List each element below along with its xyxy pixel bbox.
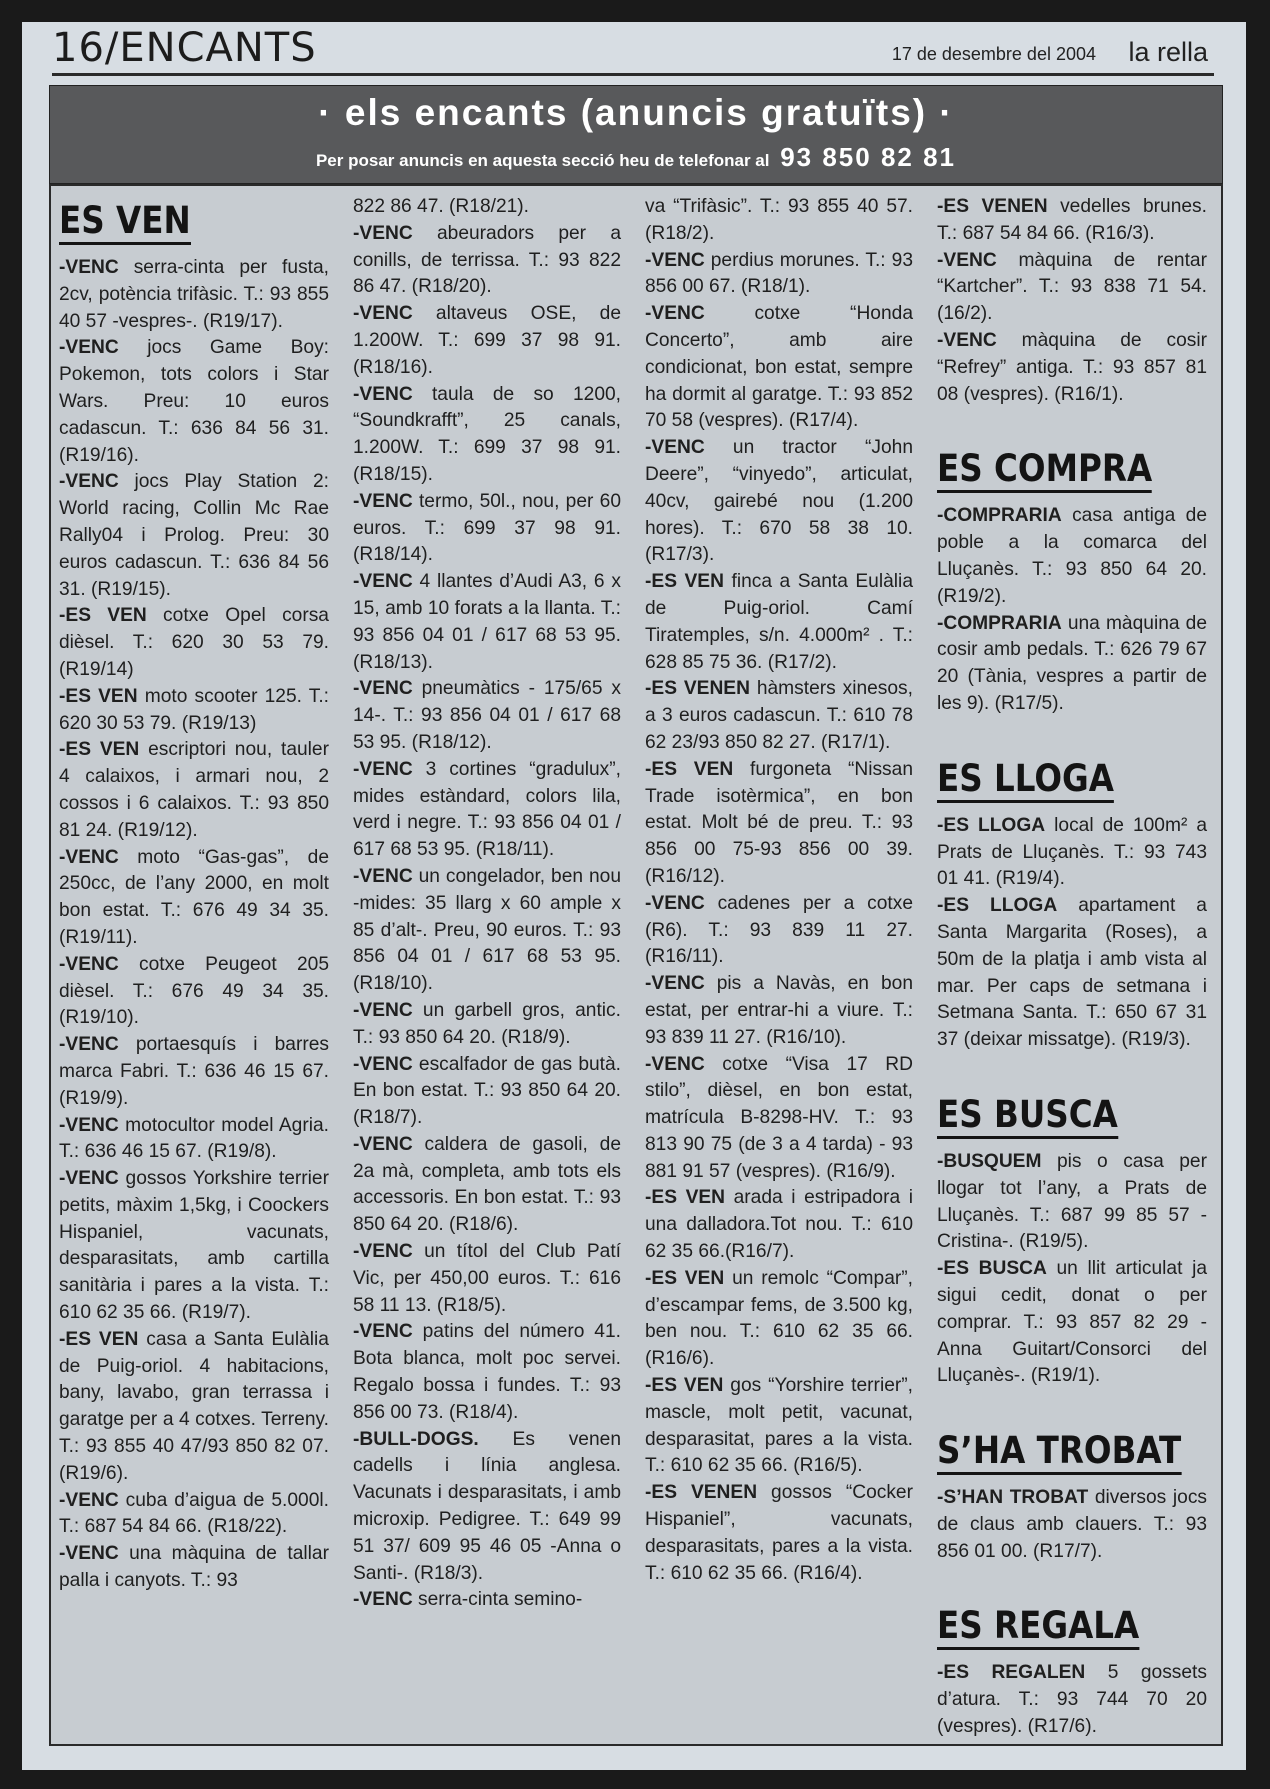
ad-text: arada i estripadora i una dalladora.Tot nou. T.: 610 62 35 66.(R16/7). bbox=[645, 1187, 913, 1263]
ad-text: moto scooter 125. T.: 620 30 53 79. (R19/13) bbox=[59, 685, 329, 734]
classified-ad bbox=[937, 248, 1207, 328]
ad-text: gossos “Cocker Hispaniel”, vacunats, desparasitats, pares a la vista. T.: 610 62 35 66. (R16/4). bbox=[645, 1482, 913, 1584]
classified-ad bbox=[59, 255, 329, 335]
banner-instruction: Per posar anuncis en aquesta secció heu de telefonar al bbox=[315, 151, 770, 170]
ad-keyword: -VENC bbox=[937, 329, 997, 351]
classified-ad bbox=[645, 435, 913, 569]
ad-text: casa a Santa Eulàlia de Puig-oriol. 4 habitacions, bany, lavabo, gran terrassa i garatge per a 4 cotxes. Terreny. T.: 93 855 40 47/93 850 82 07. (R19/6). bbox=[59, 1328, 329, 1484]
ad-text: 3 cortines “gradulux”, mides estàndard, colors lila, verd i negre. T.: 93 856 04 01 / 617 68 53 95. (R18/11). bbox=[353, 758, 621, 861]
ad-text: pis o casa per llogar tot l’any, a Prats de Lluçanès. T.: 687 99 85 57 -Cristina-. (R19/5). bbox=[937, 1150, 1207, 1253]
classified-ad bbox=[353, 301, 621, 381]
ads-list bbox=[645, 194, 913, 1587]
ad-keyword: -ES VEN bbox=[645, 1187, 726, 1209]
ad-text: una màquina de tallar palla i canyots. T.: 93 bbox=[59, 1543, 329, 1592]
classified-ad bbox=[353, 382, 621, 489]
ad-text: 4 llantes d’Audi A3, 6 x 15, amb 10 forats a la llanta. T.: 93 856 04 01 / 617 68 53 95. (R18/13). bbox=[353, 571, 621, 673]
column-2 bbox=[353, 194, 621, 1614]
ad-text: cadenes per a cotxe (R6). T.: 93 839 11 27. (R16/11). bbox=[645, 892, 913, 968]
ad-keyword: -BULL-DOGS. bbox=[353, 1428, 479, 1450]
classified-ad bbox=[937, 611, 1207, 718]
ad-keyword: -ES VEN bbox=[645, 571, 724, 593]
ad-text: va “Trifàsic”. T.: 93 855 40 57. (R18/2). bbox=[645, 196, 913, 244]
classified-ad bbox=[59, 1166, 329, 1327]
ads-list bbox=[937, 1149, 1207, 1390]
classified-ad bbox=[937, 194, 1207, 248]
ad-keyword: -COMPRARIA bbox=[937, 505, 1062, 527]
classified-ad bbox=[353, 1587, 621, 1614]
classified-ad bbox=[937, 503, 1207, 610]
column-4 bbox=[937, 194, 1207, 1741]
classified-ad bbox=[59, 1113, 329, 1167]
classified-ad bbox=[645, 757, 913, 891]
ad-text: un remolc “Compar”, d’escampar fems, de 3.500 kg, ben nou. T.: 610 62 35 66. (R16/6). bbox=[645, 1267, 913, 1370]
ad-keyword: -VENC bbox=[59, 1543, 119, 1565]
ad-keyword: -ES VEN bbox=[59, 685, 138, 707]
ads-list bbox=[353, 194, 621, 1614]
classified-ad bbox=[645, 1373, 913, 1480]
ad-text: taula de so 1200, “Soundkrafft”, 25 canals, 1.200W. T.: 699 37 98 91. (R18/15). bbox=[353, 383, 621, 485]
classified-ad bbox=[645, 569, 913, 676]
classified-ad bbox=[59, 845, 329, 952]
classified-ad bbox=[645, 248, 913, 302]
ad-keyword: -ES VENEN bbox=[645, 1482, 758, 1504]
classified-ad bbox=[645, 194, 913, 248]
ad-keyword: -VENC bbox=[645, 303, 705, 325]
ad-text: portaesquís i barres marca Fabri. T.: 636 46 15 67. (R19/9). bbox=[59, 1034, 329, 1109]
ad-keyword: -VENC bbox=[59, 471, 119, 493]
classified-ad bbox=[353, 221, 621, 301]
ad-keyword: -VENC bbox=[59, 257, 119, 278]
ad-text: perdius morunes. T.: 93 856 00 67. (R18/1). bbox=[645, 249, 913, 298]
ad-text: 5 gossets d’atura. T.: 93 744 70 20 (vespres). (R17/6). bbox=[937, 1662, 1207, 1738]
ad-keyword: -VENC bbox=[353, 999, 413, 1021]
banner-phone: 93 850 82 81 bbox=[780, 142, 957, 172]
banner-subtitle bbox=[50, 142, 1222, 173]
ad-keyword: -S’HAN TROBAT bbox=[937, 1487, 1089, 1509]
page-title: 16/ENCANTS bbox=[52, 25, 317, 71]
ad-text: un tractor “John Deere”, “vinyedo”, articulat, 40cv, gairebé nou (1.200 hores). T.: 670 58 38 10. (R17/3). bbox=[645, 437, 913, 566]
page-header bbox=[52, 25, 1214, 76]
classified-ad bbox=[353, 864, 621, 998]
section-heading-es-ven: ES VEN bbox=[59, 200, 191, 245]
ad-keyword: -VENC bbox=[353, 1053, 413, 1075]
ad-text: abeuradors per a conills, de terrissa. T.: 93 822 86 47. (R18/20). bbox=[353, 222, 621, 298]
ad-keyword: -VENC bbox=[645, 892, 705, 914]
classified-ad bbox=[59, 1541, 329, 1595]
classified-ad bbox=[59, 1327, 329, 1488]
ad-keyword: -VENC bbox=[645, 249, 705, 271]
ad-keyword: -ES VEN bbox=[59, 1328, 139, 1350]
classified-ad bbox=[645, 891, 913, 971]
ad-text: 822 86 47. (R18/21). bbox=[353, 196, 530, 217]
ad-keyword: -ES VEN bbox=[59, 739, 140, 761]
ad-keyword: -VENC bbox=[645, 973, 705, 995]
classified-ad bbox=[937, 813, 1207, 893]
ad-keyword: -VENC bbox=[353, 865, 413, 887]
ad-keyword: -VENC bbox=[353, 1241, 413, 1263]
ad-text: màquina de rentar “Kartcher”. T.: 93 838 71 54. (16/2). bbox=[937, 249, 1207, 325]
section-heading-es-regala: ES REGALA bbox=[937, 1605, 1139, 1650]
classified-ad bbox=[937, 893, 1207, 1054]
ad-text: vedelles brunes. T.: 687 54 84 66. (R16/3). bbox=[937, 196, 1207, 244]
classified-ad bbox=[353, 1239, 621, 1319]
ad-text: jocs Game Boy: Pokemon, tots colors i Star Wars. Preu: 10 euros cadascun. T.: 636 84 56 31. (R19/16). bbox=[59, 337, 329, 466]
issue-date: 17 de desembre del 2004 bbox=[891, 44, 1096, 64]
section-banner bbox=[49, 85, 1223, 184]
ad-keyword: -VENC bbox=[353, 571, 413, 593]
section-heading-es-busca: ES BUSCA bbox=[937, 1094, 1118, 1139]
classified-ad bbox=[937, 1256, 1207, 1390]
ad-keyword: -VENC bbox=[645, 1053, 705, 1075]
ad-text: jocs Play Station 2: World racing, Collin Mc Rae Rally04 i Prolog. Preu: 30 euros cadascun. T.: 636 84 56 31. (R19/15). bbox=[59, 471, 329, 600]
ad-text: màquina de cosir “Refrey” antiga. T.: 93 857 81 08 (vespres). (R16/1). bbox=[937, 329, 1207, 405]
ad-text: cotxe “Visa 17 RD stilo”, dièsel, en bon estat, matrícula B-8298-HV. T.: 93 813 90 75 (de 3 a 4 tarda) - 93 881 91 57 (vespres). (R16/9). bbox=[645, 1053, 913, 1182]
ad-text: serra-cinta per fusta, 2cv, potència trifàsic. T.: 93 855 40 57 -vespres-. (R19/17). bbox=[59, 257, 329, 332]
ad-keyword: -VENC bbox=[353, 490, 413, 512]
classified-ad bbox=[645, 1480, 913, 1587]
ads-list bbox=[937, 813, 1207, 1054]
classified-ad bbox=[645, 676, 913, 756]
classified-ad bbox=[59, 335, 329, 469]
classified-ad bbox=[645, 971, 913, 1051]
classified-ad bbox=[59, 603, 329, 683]
section-heading-es-lloga: ES LLOGA bbox=[937, 758, 1114, 803]
classified-ad bbox=[937, 328, 1207, 408]
ad-text: Es venen cadells i línia anglesa. Vacunats i desparasitats, i amb microxip. Pedigree. T.: 649 99 51 37/ 609 95 46 05 -Anna o Santi-. (R18/3). bbox=[353, 1428, 621, 1584]
classified-ad bbox=[937, 1660, 1207, 1740]
newspaper-page bbox=[22, 22, 1246, 1770]
ad-text: caldera de gasoli, de 2a mà, completa, amb tots els accessoris. En bon estat. T.: 93 850 64 20. (R18/6). bbox=[353, 1133, 621, 1236]
ad-keyword: -VENC bbox=[59, 846, 119, 868]
classified-ad bbox=[353, 757, 621, 864]
ad-text: serra-cinta semino- bbox=[412, 1589, 583, 1611]
ad-keyword: -VENC bbox=[353, 678, 413, 700]
ad-keyword: -VENC bbox=[353, 758, 413, 780]
ad-text: casa antiga de poble a la comarca del Lluçanès. T.: 93 850 64 20. (R19/2). bbox=[937, 505, 1207, 607]
ad-text: motocultor model Agria. T.: 636 46 15 67. (R19/8). bbox=[59, 1114, 329, 1163]
ad-text: una màquina de cosir amb pedals. T.: 626 79 67 20 (Tània, vespres a partir de les 9). (R17/5). bbox=[937, 612, 1207, 714]
classified-ad bbox=[59, 1488, 329, 1542]
ad-keyword: -VENC bbox=[59, 1489, 119, 1511]
ad-keyword: -ES LLOGA bbox=[937, 895, 1058, 917]
ad-text: hàmsters xinesos, a 3 euros cadascun. T.: 610 78 62 23/93 850 82 27. (R17/1). bbox=[645, 678, 913, 753]
ad-text: un garbell gros, antic. T.: 93 850 64 20. (R18/9). bbox=[353, 999, 621, 1048]
ad-text: diversos jocs de claus amb clauers. T.: 93 856 01 00. (R17/7). bbox=[937, 1487, 1208, 1562]
ad-text: furgoneta “Nissan Trade isotèrmica”, en bon estat. Molt bé de preu. T.: 93 856 00 75-93 856 00 39. (R16/12). bbox=[645, 758, 913, 887]
classified-ad bbox=[645, 1185, 913, 1265]
classified-ad bbox=[353, 569, 621, 676]
ads-list bbox=[937, 503, 1207, 717]
ad-keyword: -VENC bbox=[353, 383, 413, 405]
ad-keyword: -VENC bbox=[353, 303, 413, 325]
ad-keyword: -ES VEN bbox=[645, 1375, 724, 1397]
ad-keyword: -VENC bbox=[59, 1114, 119, 1136]
ad-keyword: -VENC bbox=[937, 249, 997, 271]
classified-ad bbox=[645, 1052, 913, 1186]
ad-text: un congelador, ben nou -mides: 35 llarg x 60 ample x 85 d’alt-. Preu, 90 euros. T.: 93 856 04 01 / 617 68 53 95. (R18/10). bbox=[353, 865, 621, 995]
classified-ad bbox=[59, 1032, 329, 1112]
classified-ad bbox=[59, 952, 329, 1032]
ad-text: cuba d’aigua de 5.000l. T.: 687 54 84 66. (R18/22). bbox=[59, 1489, 329, 1538]
classified-ad bbox=[353, 1132, 621, 1239]
ad-text: apartament a Santa Margarita (Roses), a 50m de la platja i amb vista al mar. Per caps de setmana i Setmana Santa. T.: 650 67 31 37 (deixar missatge). (R19/3). bbox=[937, 895, 1207, 1051]
ad-text: gossos Yorkshire terrier petits, màxim 1,5kg, i Coockers Hispaniel, vacunats, desparasitats, amb cartilla sanitària i pares a la vista. T.: 610 62 35 66. (R19/7). bbox=[59, 1168, 329, 1324]
section-heading-sha-trobat: S’HA TROBAT bbox=[937, 1430, 1181, 1475]
ads-list bbox=[937, 194, 1207, 408]
ads-list bbox=[937, 1660, 1207, 1740]
ad-keyword: -VENC bbox=[353, 1589, 413, 1611]
ad-keyword: -ES BUSCA bbox=[937, 1258, 1047, 1280]
ads-list bbox=[59, 255, 329, 1595]
ad-text: moto “Gas-gas”, de 250cc, de l’any 2000, en molt bon estat. T.: 676 49 34 35. (R19/11). bbox=[59, 846, 329, 948]
ad-keyword: -VENC bbox=[59, 337, 119, 359]
ad-keyword: -ES VEN bbox=[59, 605, 147, 627]
ad-keyword: -VENC bbox=[645, 437, 705, 459]
column-3 bbox=[645, 194, 913, 1587]
classified-ad bbox=[59, 469, 329, 603]
banner-title: · els encants (anuncis gratuïts) · bbox=[318, 92, 954, 133]
classified-ad bbox=[645, 1266, 913, 1373]
ad-text: escalfador de gas butà. En bon estat. T.: 93 850 64 20. (R18/7). bbox=[353, 1053, 621, 1129]
classified-ad bbox=[353, 676, 621, 756]
ad-text: escriptori nou, tauler 4 calaixos, i armari nou, 2 cossos i 6 calaixos. T.: 93 850 81 24. (R19/12). bbox=[59, 739, 329, 841]
classified-ad bbox=[353, 1427, 621, 1588]
ad-keyword: -BUSQUEM bbox=[937, 1150, 1042, 1172]
ad-text: patins del número 41. Bota blanca, molt poc servei. Regalo bossa i fundes. T.: 93 856 00 73. (R18/4). bbox=[353, 1321, 621, 1423]
ad-text: cotxe “Honda Concerto”, amb aire condicionat, bon estat, sempre ha dormit al garatge. T.: 93 852 70 58 (vespres). (R17/4). bbox=[645, 303, 913, 432]
classified-ad bbox=[353, 998, 621, 1052]
classified-ad bbox=[645, 301, 913, 435]
ad-keyword: -VENC bbox=[59, 1034, 119, 1056]
section-heading-es-compra: ES COMPRA bbox=[937, 448, 1152, 493]
classifieds-body bbox=[49, 184, 1223, 1746]
ad-keyword: -COMPRARIA bbox=[937, 612, 1062, 634]
ad-keyword: -ES VEN bbox=[645, 1267, 725, 1289]
ad-text: un llit articulat ja sigui cedit, donat o per comprar. T.: 93 857 82 29 -Anna Guitart/Consorci del Lluçanès-. (R19/1). bbox=[937, 1258, 1208, 1387]
ad-text: cotxe Peugeot 205 dièsel. T.: 676 49 34 35. (R19/10). bbox=[59, 953, 329, 1029]
classified-ad bbox=[937, 1485, 1207, 1565]
publication-name: la rella bbox=[1128, 37, 1208, 67]
ad-keyword: -VENC bbox=[353, 1133, 413, 1155]
ad-text: local de 100m² a Prats de Lluçanès. T.: 93 743 01 41. (R19/4). bbox=[937, 814, 1208, 890]
ad-keyword: -ES VENEN bbox=[645, 678, 750, 700]
ad-keyword: -ES LLOGA bbox=[937, 814, 1046, 836]
ad-text: pneumàtics - 175/65 x 14-. T.: 93 856 04 01 / 617 68 53 95. (R18/12). bbox=[353, 678, 621, 753]
classified-ad bbox=[353, 489, 621, 569]
ad-keyword: -ES VENEN bbox=[937, 196, 1048, 217]
ad-keyword: -ES VEN bbox=[645, 758, 734, 780]
classified-ad bbox=[59, 684, 329, 738]
classified-ad bbox=[59, 737, 329, 844]
ad-keyword: -ES REGALEN bbox=[937, 1662, 1086, 1684]
ad-text: gos “Yorshire terrier”, mascle, molt petit, vacunat, desparasitat, pares a la vista. T.: 610 62 35 66. (R16/5). bbox=[645, 1375, 913, 1477]
ad-keyword: -VENC bbox=[59, 953, 119, 975]
column-1 bbox=[59, 194, 329, 1595]
ad-keyword: -VENC bbox=[353, 222, 413, 244]
ad-keyword: -VENC bbox=[59, 1168, 119, 1190]
ads-list bbox=[937, 1485, 1207, 1565]
ad-text: un títol del Club Patí Vic, per 450,00 euros. T.: 616 58 11 13. (R18/5). bbox=[353, 1241, 621, 1316]
ad-text: finca a Santa Eulàlia de Puig-oriol. Camí Tiratemples, s/n. 4.000m² . T.: 628 85 75 36. (R17/2). bbox=[645, 571, 913, 673]
ad-text: altaveus OSE, de 1.200W. T.: 699 37 98 91. (R18/16). bbox=[353, 303, 621, 378]
ad-text: termo, 50l., nou, per 60 euros. T.: 699 37 98 91. (R18/14). bbox=[353, 490, 621, 566]
classified-ad bbox=[353, 1319, 621, 1426]
ad-text: cotxe Opel corsa dièsel. T.: 620 30 53 79. (R19/14) bbox=[59, 605, 329, 680]
ad-keyword: -VENC bbox=[353, 1321, 413, 1343]
classified-ad bbox=[353, 1052, 621, 1132]
ad-text: pis a Navàs, en bon estat, per entrar-hi a viure. T.: 93 839 11 27. (R16/10). bbox=[645, 973, 913, 1048]
classified-ad bbox=[353, 194, 621, 221]
classified-ad bbox=[937, 1149, 1207, 1256]
